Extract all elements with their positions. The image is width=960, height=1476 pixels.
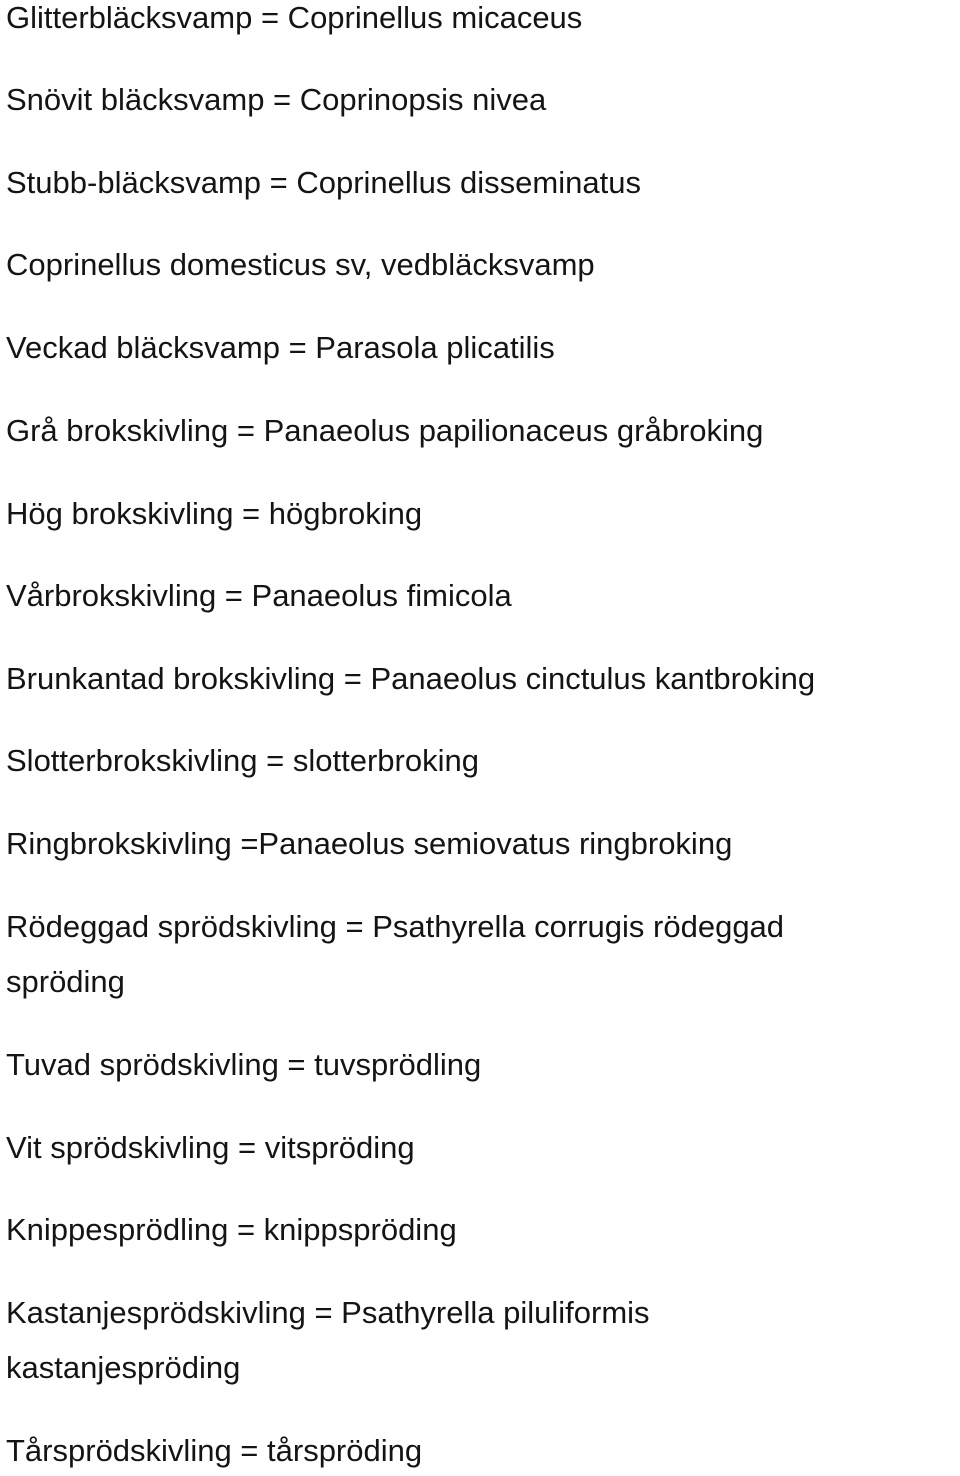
entry-line: Slotterbrokskivling = slotterbroking <box>6 743 479 778</box>
entry-line: Glitterbläcksvamp = Coprinellus micaceus <box>6 0 583 35</box>
entry-line: Knippesprödling = knippspröding <box>6 1212 457 1247</box>
entry-line: Snövit bläcksvamp = Coprinopsis nivea <box>6 82 547 117</box>
entry-line: Tårsprödskivling = tårspröding <box>6 1433 423 1468</box>
entry-line: Vårbrokskivling = Panaeolus fimicola <box>6 578 512 613</box>
entry-line: Hög brokskivling = högbroking <box>6 496 423 531</box>
entry-line: Grå brokskivling = Panaeolus papilionaceus gråbroking <box>6 413 764 448</box>
entry-line: Stubb-bläcksvamp = Coprinellus disseminatus <box>6 165 641 200</box>
entry-line-continuation: spröding <box>6 964 125 999</box>
entry-line: Tuvad sprödskivling = tuvsprödling <box>6 1047 482 1082</box>
entry-line: Rödeggad sprödskivling = Psathyrella corrugis rödeggad <box>6 909 785 944</box>
entry-line: Kastanjesprödskivling = Psathyrella piluliformis <box>6 1295 650 1330</box>
entry-line-continuation: kastanjespröding <box>6 1350 241 1385</box>
entry-line: Brunkantad brokskivling = Panaeolus cinctulus kantbroking <box>6 661 816 696</box>
entry-line: Veckad bläcksvamp = Parasola plicatilis <box>6 330 555 365</box>
entry-line: Ringbrokskivling =Panaeolus semiovatus ringbroking <box>6 826 733 861</box>
entry-line: Vit sprödskivling = vitspröding <box>6 1130 415 1165</box>
entry-line: Coprinellus domesticus sv, vedbläcksvamp <box>6 247 595 282</box>
